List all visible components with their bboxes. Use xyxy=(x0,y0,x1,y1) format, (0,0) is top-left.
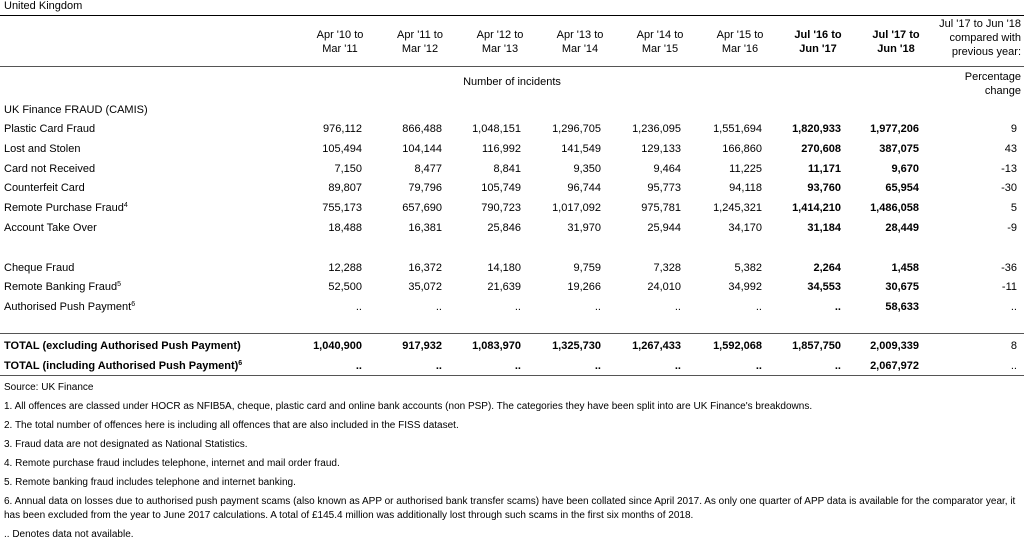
row-label-text: Account Take Over xyxy=(4,222,97,234)
column-header xyxy=(856,28,936,56)
value-cell: 11,225 xyxy=(729,163,762,175)
value-cell: 2,009,339 xyxy=(870,340,919,352)
value-cell: 104,144 xyxy=(402,143,442,155)
compare-header xyxy=(939,17,1021,59)
value-cell: .. xyxy=(514,360,521,372)
column-header-line: Apr '15 to xyxy=(716,29,764,41)
value-cell: 1,048,151 xyxy=(472,123,521,135)
value-cell: 1,083,970 xyxy=(472,340,521,352)
column-header-line: Jul '16 to xyxy=(794,29,842,41)
value-cell: 19,266 xyxy=(567,281,601,293)
value-cell: 58,633 xyxy=(885,301,919,313)
value-cell: 129,133 xyxy=(641,143,681,155)
column-header-line: Mar '12 xyxy=(401,43,439,55)
column-header-line: Mar '16 xyxy=(721,43,759,55)
row-label-text: Counterfeit Card xyxy=(4,182,85,194)
value-cell: 96,744 xyxy=(567,182,601,194)
footnote-marker: 5 xyxy=(117,281,122,288)
percentage-change-cell: -36 xyxy=(1001,262,1017,274)
value-cell: 1,592,068 xyxy=(713,340,762,352)
value-cell: 94,118 xyxy=(729,182,762,194)
row-label xyxy=(4,336,241,356)
top-rule xyxy=(0,15,1024,16)
source-note: Source: UK Finance xyxy=(4,382,94,393)
value-cell: 7,328 xyxy=(653,262,681,274)
column-header-line: Jul '17 to xyxy=(872,29,920,41)
column-header-line: Apr '14 to xyxy=(636,29,684,41)
value-cell: 2,264 xyxy=(813,262,841,274)
column-header xyxy=(700,28,780,56)
section-title: UK Finance FRAUD (CAMIS) xyxy=(4,104,148,116)
table-row xyxy=(0,139,1024,159)
column-header-line: Apr '13 to xyxy=(556,29,604,41)
row-label-text: Remote Banking Fraud xyxy=(4,281,118,293)
row-label xyxy=(4,178,85,198)
value-cell: 1,486,058 xyxy=(870,202,919,214)
total-row xyxy=(0,336,1024,356)
value-cell: 35,072 xyxy=(408,281,442,293)
value-cell: 31,970 xyxy=(567,222,601,234)
value-cell: 1,325,730 xyxy=(552,340,601,352)
value-cell: 25,944 xyxy=(647,222,681,234)
value-cell: 5,382 xyxy=(734,262,762,274)
value-cell: .. xyxy=(674,301,681,313)
compare-header-line: previous year: xyxy=(951,46,1021,58)
value-cell: 1,245,321 xyxy=(713,202,762,214)
value-cell: 1,296,705 xyxy=(552,123,601,135)
row-label-text: Authorised Push Payment xyxy=(4,301,132,313)
footnote-marker: 4 xyxy=(123,202,128,209)
value-cell: 9,350 xyxy=(573,163,601,175)
value-cell: .. xyxy=(435,301,442,313)
row-label xyxy=(4,356,242,376)
table-row xyxy=(0,119,1024,139)
footnote-na: .. Denotes data not available. xyxy=(4,529,134,540)
total-row xyxy=(0,356,1024,376)
value-cell: 917,932 xyxy=(402,340,442,352)
table-row xyxy=(0,258,1024,278)
table-row xyxy=(0,159,1024,179)
table-row xyxy=(0,277,1024,297)
value-cell: 21,639 xyxy=(487,281,521,293)
value-cell: 11,171 xyxy=(807,163,841,175)
footnote-2: 2. The total number of offences here is including all offences that are also included in the FISS dataset. xyxy=(4,420,459,431)
totals-rule xyxy=(0,333,1024,334)
table-row xyxy=(0,218,1024,238)
value-cell: 976,112 xyxy=(323,123,362,135)
value-cell: 657,690 xyxy=(402,202,442,214)
compare-header-line: compared with xyxy=(949,32,1021,44)
value-cell: 790,723 xyxy=(481,202,521,214)
value-cell: 1,977,206 xyxy=(870,123,919,135)
value-cell: 65,954 xyxy=(885,182,919,194)
value-cell: 8,841 xyxy=(493,163,521,175)
row-label xyxy=(4,218,97,238)
value-cell: .. xyxy=(435,360,442,372)
value-cell: 1,236,095 xyxy=(632,123,681,135)
footnote-6: 6. Annual data on losses due to authorised push payment scams (also known as APP or authorised bank transfer scams) have been collated since April 2017. As only one quarter of APP data is available for the comparator year, it has been excluded from the year to June 2017 calculations. A total of £145.4 million was additionally lost through such scams in the first six months of 2018. xyxy=(4,496,1016,521)
column-header xyxy=(300,28,380,56)
value-cell: 25,846 xyxy=(487,222,521,234)
value-cell: 105,494 xyxy=(322,143,362,155)
value-cell: .. xyxy=(355,360,362,372)
row-label xyxy=(4,277,121,297)
row-label xyxy=(4,119,95,139)
table-row xyxy=(0,198,1024,218)
value-cell: 1,820,933 xyxy=(792,123,841,135)
percentage-change-cell: .. xyxy=(1010,360,1017,372)
value-cell: .. xyxy=(755,301,762,313)
value-cell: 975,781 xyxy=(641,202,681,214)
value-cell: .. xyxy=(674,360,681,372)
row-label-text: TOTAL (including Authorised Push Payment) xyxy=(4,360,239,372)
value-cell: 34,553 xyxy=(807,281,841,293)
value-cell: 105,749 xyxy=(481,182,521,194)
footnote-4: 4. Remote purchase fraud includes telephone, internet and mail order fraud. xyxy=(4,458,340,469)
bottom-rule xyxy=(0,375,1024,376)
value-cell: 1,017,092 xyxy=(552,202,601,214)
column-header xyxy=(778,28,858,56)
column-header-line: Mar '14 xyxy=(561,43,599,55)
column-header-line: Mar '11 xyxy=(322,43,358,55)
value-cell: .. xyxy=(834,360,841,372)
value-cell: 79,796 xyxy=(408,182,442,194)
percentage-change-cell: -13 xyxy=(1001,163,1017,175)
value-cell: 14,180 xyxy=(487,262,521,274)
value-cell: 166,860 xyxy=(722,143,762,155)
row-label xyxy=(4,297,135,317)
value-cell: .. xyxy=(834,301,841,313)
pct-label-line: change xyxy=(984,85,1021,97)
percentage-change-cell: -9 xyxy=(1007,222,1017,234)
header-rule xyxy=(0,66,1024,67)
column-header-line: Apr '10 to xyxy=(316,29,364,41)
percentage-change-cell: 43 xyxy=(1004,143,1017,155)
value-cell: 9,670 xyxy=(891,163,919,175)
column-header xyxy=(620,28,700,56)
column-header-line: Jun '18 xyxy=(877,43,915,55)
percentage-change-cell: 8 xyxy=(1010,340,1017,352)
value-cell: 116,992 xyxy=(482,143,521,155)
value-cell: 866,488 xyxy=(402,123,442,135)
percentage-change-cell: -11 xyxy=(1001,281,1017,293)
column-header xyxy=(460,28,540,56)
value-cell: 2,067,972 xyxy=(870,360,919,372)
value-cell: 31,184 xyxy=(807,222,841,234)
row-label-text: Card not Received xyxy=(4,163,96,175)
value-cell: 141,549 xyxy=(561,143,601,155)
value-cell: 1,267,433 xyxy=(632,340,681,352)
region-label: United Kingdom xyxy=(4,0,83,12)
value-cell: 89,807 xyxy=(328,182,362,194)
column-header-line: Apr '12 to xyxy=(476,29,524,41)
value-cell: 52,500 xyxy=(328,281,362,293)
value-cell: 16,381 xyxy=(408,222,442,234)
row-label-text: Cheque Fraud xyxy=(4,262,75,274)
row-label xyxy=(4,139,80,159)
value-cell: 12,288 xyxy=(328,262,362,274)
compare-header-line: Jul '17 to Jun '18 xyxy=(939,18,1021,30)
value-cell: 1,414,210 xyxy=(792,202,841,214)
value-cell: .. xyxy=(594,360,601,372)
row-label xyxy=(4,159,95,179)
footnote-3: 3. Fraud data are not designated as National Statistics. xyxy=(4,439,248,450)
value-cell: 34,170 xyxy=(728,222,762,234)
value-cell: 9,759 xyxy=(573,262,601,274)
row-label-text: Plastic Card Fraud xyxy=(4,123,96,135)
percentage-change-cell: 9 xyxy=(1010,123,1017,135)
value-cell: 95,773 xyxy=(647,182,681,194)
value-cell: .. xyxy=(355,301,362,313)
table-row xyxy=(0,297,1024,317)
row-label-text: Lost and Stolen xyxy=(4,143,81,155)
percentage-change-cell: 5 xyxy=(1010,202,1017,214)
notes xyxy=(4,378,1020,544)
value-cell: 24,010 xyxy=(647,281,681,293)
value-cell: 1,040,900 xyxy=(313,340,362,352)
value-cell: 1,551,694 xyxy=(713,123,762,135)
footnote-5: 5. Remote banking fraud includes telephone and internet banking. xyxy=(4,477,296,488)
column-header-line: Jun '17 xyxy=(799,43,837,55)
row-label-text: Remote Purchase Fraud xyxy=(4,202,124,214)
value-cell: .. xyxy=(514,301,521,313)
value-cell: 755,173 xyxy=(322,202,362,214)
column-header xyxy=(380,28,460,56)
footnote-1: 1. All offences are classed under HOCR as NFIB5A, cheque, plastic card and online bank accounts (non PSP). The categories they have been split into are UK Finance's breakdowns. xyxy=(4,401,813,412)
unit-label: Number of incidents xyxy=(463,76,561,88)
value-cell: .. xyxy=(594,301,601,313)
column-header-line: Mar '15 xyxy=(641,43,679,55)
percentage-change-label xyxy=(965,70,1021,98)
value-cell: 1,857,750 xyxy=(792,340,841,352)
value-cell: 1,458 xyxy=(891,262,919,274)
value-cell: 9,464 xyxy=(653,163,681,175)
value-cell: 270,608 xyxy=(801,143,841,155)
value-cell: 387,075 xyxy=(879,143,919,155)
value-cell: 34,992 xyxy=(728,281,762,293)
percentage-change-cell: .. xyxy=(1010,301,1017,313)
pct-label-line: Percentage xyxy=(964,71,1021,83)
percentage-change-cell: -30 xyxy=(1001,182,1017,194)
row-label xyxy=(4,258,74,278)
row-label xyxy=(4,198,128,218)
value-cell: 93,760 xyxy=(807,182,841,194)
value-cell: 7,150 xyxy=(334,163,362,175)
value-cell: 18,488 xyxy=(328,222,362,234)
column-header-line: Mar '13 xyxy=(481,43,519,55)
row-label-text: TOTAL (excluding Authorised Push Payment) xyxy=(4,340,241,352)
table-row xyxy=(0,178,1024,198)
value-cell: 16,372 xyxy=(408,262,442,274)
value-cell: .. xyxy=(755,360,762,372)
value-cell: 30,675 xyxy=(885,281,919,293)
value-cell: 28,449 xyxy=(885,222,919,234)
column-header xyxy=(540,28,620,56)
value-cell: 8,477 xyxy=(414,163,442,175)
column-header-line: Apr '11 to xyxy=(397,29,443,41)
footnote-marker: 6 xyxy=(238,360,243,367)
footnote-marker: 6 xyxy=(131,301,136,308)
